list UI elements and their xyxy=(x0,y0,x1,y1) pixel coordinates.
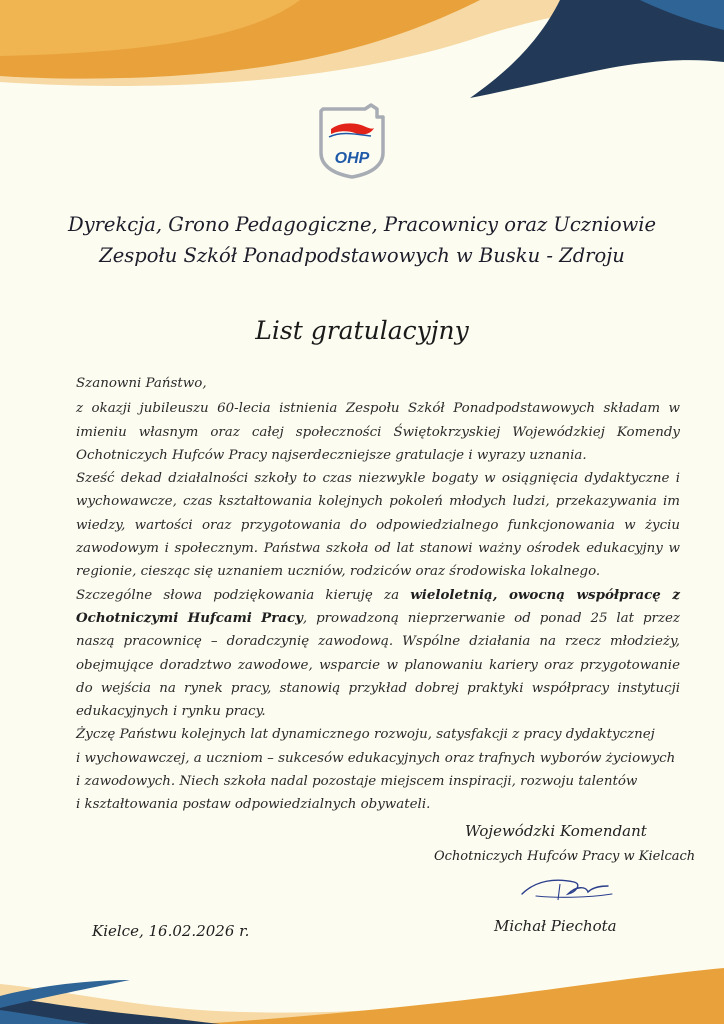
ohp-logo-text: OHP xyxy=(334,150,370,167)
greeting: Szanowni Państwo, xyxy=(76,376,207,391)
ohp-logo xyxy=(313,103,391,179)
bottom-wave-decoration xyxy=(0,944,724,1024)
paragraph-4-line-1: Życzę Państwu kolejnych lat dynamicznego rozwoju, satysfakcji z pracy dydaktycznej xyxy=(76,727,655,743)
paragraph-3-bold: wieloletnią, owocną współpracę z Ochotniczymi Hufcami Pracy xyxy=(76,586,680,626)
letter-body xyxy=(76,372,680,817)
paragraph-3 xyxy=(76,584,680,724)
paragraph-4-line-2: i wychowawczej, a uczniom – sukcesów edukacyjnych oraz trafnych wyborów życiowych xyxy=(76,750,676,766)
place-and-date: Kielce, 16.02.2026 r. xyxy=(92,922,250,940)
paragraph-3-start: Szczególne słowa podziękowania kieruję za xyxy=(76,587,411,603)
handwritten-signature xyxy=(516,872,616,908)
paragraph-2: Sześć dekad działalności szkoły to czas niezwykle bogaty w osiągnięcia dydaktyczne i wychowawcze, czas kształtowania kolejnych pokoleń młodych ludzi, przekazywania im wiedzy, wartości oraz przygotowania do odpowiedzialnego funkcjonowania w życiu zawodowym i społecznym. Państwa szkoła od lat stanowi ważny ośrodek edukacyjny w regionie, ciesząc się uznaniem uczniów, rodziców oraz środowiska lokalnego. xyxy=(76,471,680,580)
paragraph-1: z okazji jubileuszu 60-lecia istnienia Zespołu Szkół Ponadpodstawowych składam w imieniu własnym oraz całej społeczności Świętokrzyskiej Wojewódzkiej Komendy Ochotniczych Hufców Pracy najserdeczniejsze gratulacje i wyrazy uznania. xyxy=(76,401,680,463)
header-line-2: Zespołu Szkół Ponadpodstawowych w Busku - Zdroju xyxy=(99,244,625,267)
paragraph-4-line-3: i zawodowych. Niech szkoła nadal pozostaje miejscem inspiracji, rozwoju talentów xyxy=(76,774,638,790)
document-title: List gratulacyjny xyxy=(255,316,469,345)
signatory-unit: Ochotniczych Hufców Pracy w Kielcach xyxy=(434,849,696,864)
top-wave-decoration xyxy=(0,0,724,100)
signatory-name: Michał Piechota xyxy=(494,917,617,935)
signatory-role: Wojewódzki Komendant xyxy=(465,822,647,840)
paragraph-4-line-4: i kształtowania postaw odpowiedzialnych obywateli. xyxy=(76,797,431,813)
header-line-1: Dyrekcja, Grono Pedagogiczne, Pracownicy oraz Uczniowie xyxy=(67,213,657,236)
paragraph-3-end: , prowadzoną nieprzerwanie od ponad 25 lat przez naszą pracownicę – doradczynię zawodową. Wspólne działania na rzecz młodzieży, obejmujące doradztwo zawodowe, wsparcie w planowaniu kariery oraz przygotowanie do wejścia na rynek pracy, stanowią przykład dobrej praktyki współpracy instytucji edukacyjnych i rynku pracy. xyxy=(76,610,680,720)
